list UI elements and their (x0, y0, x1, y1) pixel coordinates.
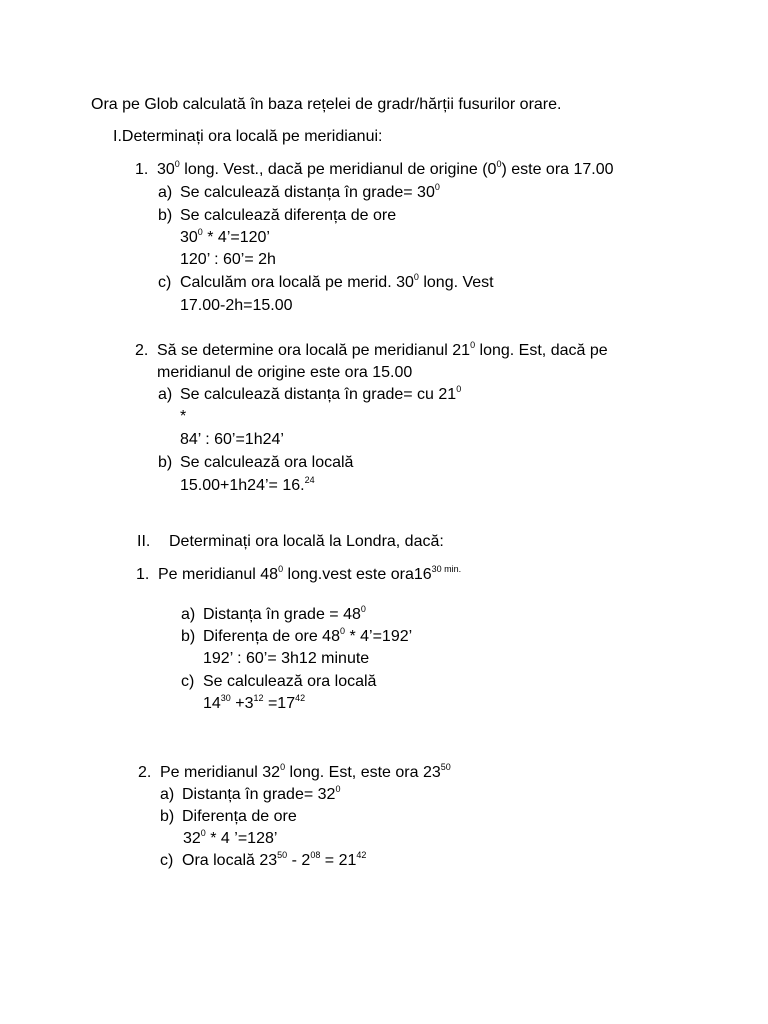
step-b: b) Diferența de ore $48^0$ * 4’=192’ (181, 626, 413, 645)
document-title: Ora pe Glob calculată în baza rețelei de gradr/hărții fusurilor orare. (91, 96, 562, 113)
step-a: a) Se calculează distanța în grade= cu $21^0$ (158, 384, 462, 403)
step-c: c) Calculăm ora locală pe merid. $30^0$ long. Vest (158, 272, 494, 291)
calc-line: 17.00-2h=15.00 (180, 297, 293, 314)
calc-line: $30^0$ * 4’=120’ (180, 227, 270, 246)
calc-line: * (180, 408, 187, 425)
step-b: b) Diferența de ore (160, 808, 297, 825)
exercise-2-2-statement: 2. Pe meridianul $32^0$ long. Est, este ora $23^{50}$ (138, 762, 451, 781)
step-c: c) Ora locală $23^{50} - 2^{08} = 21^{42}$ (160, 850, 367, 869)
exercise-2-1-statement: 1. Pe meridianul $48^0$ long.vest este $ora16^{30 min.}$ (136, 564, 462, 583)
calc-line: 15.00+1h24’= 16.24 (180, 475, 315, 494)
section-heading-2: II. Determinați ora locală la Londra, dacă: (137, 533, 444, 550)
calc-line: $14^{30} +3^{12} =17^{42}$ (203, 693, 306, 712)
list-number: 1. (136, 566, 150, 583)
step-a: a) Se calculează distanța în grade= $30^0$ (158, 182, 440, 201)
calc-line: 192’ : 60’= 3h12 minute (203, 650, 370, 667)
list-number: 1. (135, 161, 149, 178)
calc-line: 84’ : 60’=1h24’ (180, 431, 284, 448)
calc-line: $32^0 * 4$ ’=128’ (183, 828, 278, 847)
calc-line: 120’ : 60’= 2h (180, 251, 276, 268)
exercise-1-2-statement-cont: meridianul de origine este ora 15.00 (157, 364, 413, 381)
step-a: a) Distanța în grade = $48^0$ (181, 604, 366, 623)
step-b: b) Se calculează diferența de ore (158, 207, 397, 224)
list-number: 2. (138, 764, 152, 781)
exercise-1-1-statement: 1. $30^0$ long. Vest., dacă pe meridianul de origine $(0^0)$ este ora 17.00 (135, 159, 614, 178)
section-heading-1: I.Determinați ora locală pe meridianui: (113, 128, 383, 145)
step-b: b) Se calculează ora locală (158, 454, 354, 471)
list-number: 2. (135, 342, 149, 359)
step-c: c) Se calculează ora locală (181, 673, 377, 690)
step-a: a) Distanța în grade= $32^0$ (160, 784, 341, 803)
exercise-1-2-statement: 2. Să se determine ora locală pe meridianul $21^0$ long. Est, dacă pe (135, 340, 608, 359)
